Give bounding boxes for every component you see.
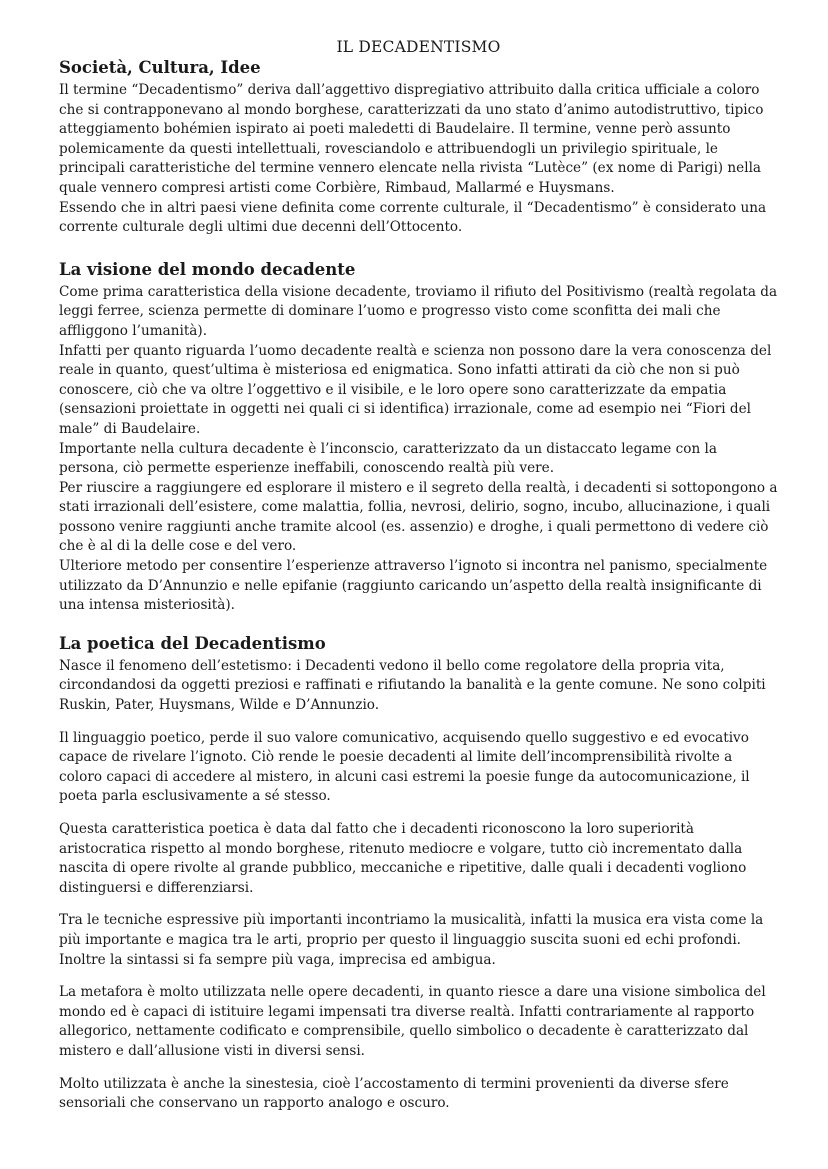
section-poetica-del-decadentismo (59, 634, 778, 1114)
paragraph: Il linguaggio poetico, perde il suo valore comunicativo, acquisendo quello suggestivo e ed evocativo capace de rivelare l’ignoto. Ciò rende le poesie decadenti al limite dell’incomprensibilità rivolte a coloro capaci di accedere al mistero, in alcuni casi estremi la poesie funge da autocomunicazione, il poeta parla esclusivamente a sé stesso. (59, 729, 750, 805)
section-visione-del-mondo (59, 260, 778, 616)
paragraph: Questa caratteristica poetica è data dal fatto che i decadenti riconoscono la loro superiorità aristocratica rispetto al mondo borghese, ritenuto mediocre e volgare, tutto ciò incrementato dalla nascita di opere rivolte al grande pubblico, meccaniche e ripetitive, dalle quali i decadenti vogliono distinguersi e differenziarsi. (59, 821, 747, 896)
paragraph: Nasce il fenomeno dell’estetismo: i Decadenti vedono il bello come regolatore della propria vita, circondandosi da oggetti preziosi e raffinati e rifiutando la banalità e la gente comune. Ne sono colpiti Ruskin, Pater, Huysmans, Wilde e D’Annunzio. (59, 657, 766, 714)
paragraph: La metafora è molto utilizzata nelle opere decadenti, in quanto riesce a dare una visione simbolica del mondo ed è capaci di istituire legami impensati tra diverse realtà. Infatti contrariamente al rapporto allegorico, nettamente codificato e comprensibile, quello simbolico o decadente è caratterizzato dal mistero e dall’allusione visti in diversi sensi. (59, 984, 766, 1059)
paragraph: Tra le tecniche espressive più importanti incontriamo la musicalità, infatti la musica era vista come la più importante e magica tra le arti, proprio per questo il linguaggio suscita suoni ed echi profondi. Inoltre la sintassi si fa sempre più vaga, imprecisa ed ambigua. (59, 912, 764, 968)
paragraph: Importante nella cultura decadente è l’inconscio, caratterizzato da un distaccato legame con la persona, ciò permette esperienze ineffabili, conoscendo realtà più vere. (59, 440, 717, 477)
paragraph: Il termine “Decadentismo” deriva dall’aggettivo dispregiativo attribuito dalla critica ufficiale a coloro che si contrapponevano al mondo borghese, caratterizzati da uno stato d’animo autodistruttivo, tipico atteggiamento bohémien ispirato ai poeti maledetti di Baudelaire. Il termine, venne però assunto polemicamente da questi intellettuali, rovesciandolo e attribuendogli un privilegio spirituale, le principali caratteristiche del termine vennero elencate nella rivista “Lutèce” (ex nome di Parigi) nella quale vennero compresi artisti come Corbière, Rimbaud, Mallarmé e Huysmans. (59, 82, 764, 196)
document-title: IL DECADENTISMO (336, 38, 501, 56)
paragraph: Per riuscire a raggiungere ed esplorare il mistero e il segreto della realtà, i decadenti si sottopongono a stati irrazionali dell’esistere, come malattia, follia, nevrosi, delirio, sogno, incubo, allucinazione, i quali possono venire raggiunti anche tramite alcool (es. assenzio) e droghe, i quali permettono di vedere ciò che è al di la delle cose e del vero. (59, 479, 778, 555)
paragraph: Molto utilizzata è anche la sinestesia, cioè l’accostamento di termini provenienti da diverse sfere sensoriali che conservano un rapporto analogo e oscuro. (59, 1075, 729, 1112)
paragraph: Essendo che in altri paesi viene definita come corrente culturale, il “Decadentismo” è considerato una corrente culturale degli ultimi due decenni dell’Ottocento. (59, 199, 767, 236)
paragraph: Come prima caratteristica della visione decadente, troviamo il rifiuto del Positivismo (realtà regolata da leggi ferree, scienza permette di dominare l’uomo e progresso visto come sconfitta dei mali che affliggono l’umanità). (59, 283, 778, 339)
section-societa-cultura-idee (59, 58, 778, 238)
section-heading: La poetica del Decadentismo (59, 633, 326, 653)
section-heading: La visione del mondo decadente (59, 259, 356, 279)
paragraph: Infatti per quanto riguarda l’uomo decadente realtà e scienza non possono dare la vera conoscenza del reale in quanto, quest’ultima è misteriosa ed enigmatica. Sono infatti attirati da ciò che non si può conoscere, ciò che va oltre l’oggettivo e il visibile, e le loro opere sono caratterizzate da empatia (sensazioni proiettate in oggetti nei quali ci si identifica) irrazionale, come ad esempio nei “Fiori del male” di Baudelaire. (59, 342, 772, 437)
paragraph: Ulteriore metodo per consentire l’esperienze attraverso l’ignoto si incontra nel panismo, specialmente utilizzato da D’Annunzio e nelle epifanie (raggiunto caricando un’aspetto della realtà insignificante di una intensa misteriosità). (59, 558, 768, 614)
section-heading: Società, Cultura, Idee (59, 58, 261, 77)
